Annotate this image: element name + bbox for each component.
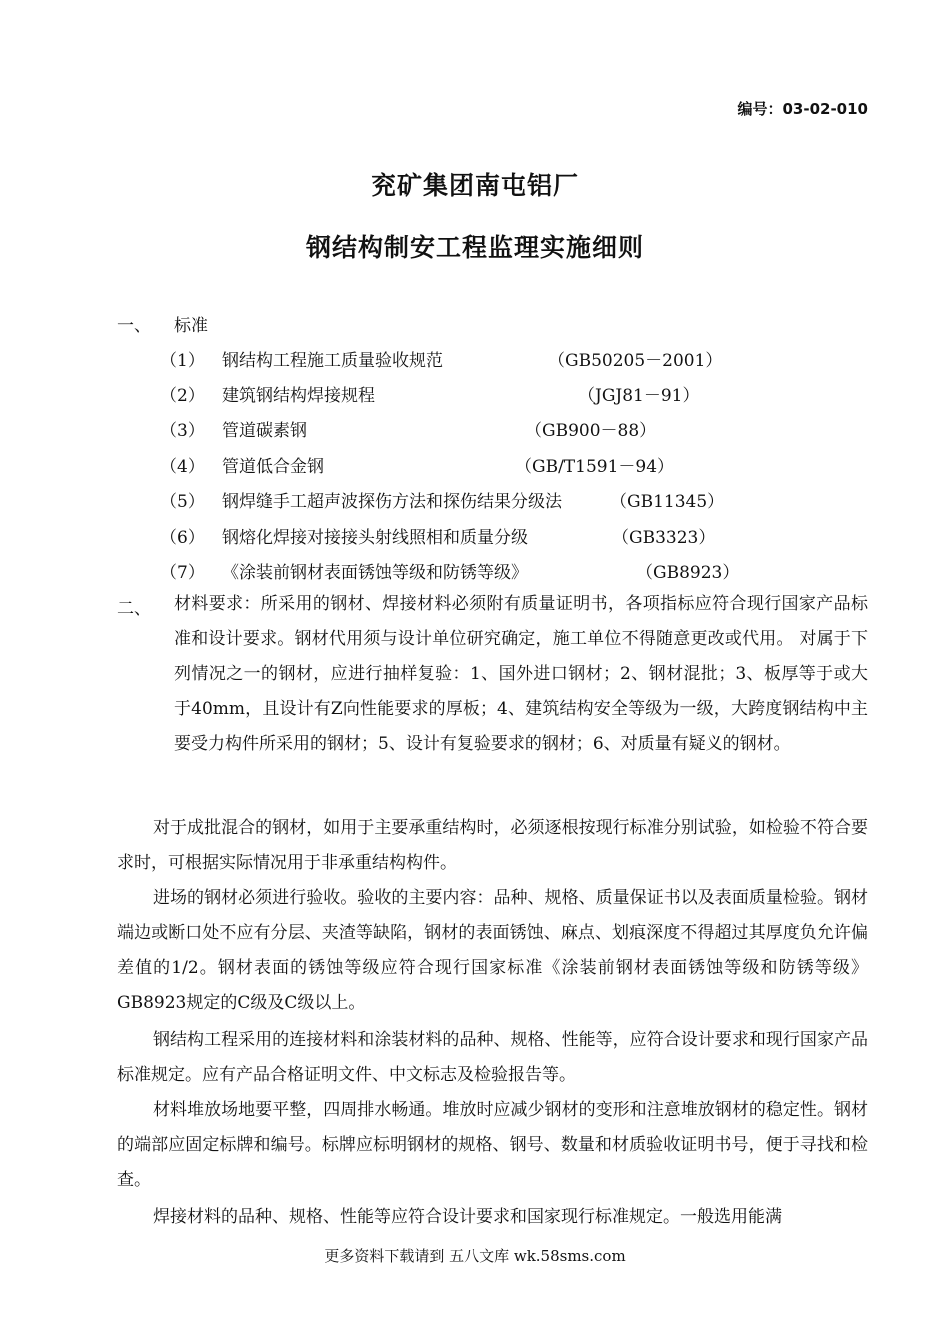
standard-name: 钢熔化焊接对接接头射线照相和质量分级 [222, 528, 528, 548]
standard-no: （4） [160, 457, 205, 477]
standard-item [160, 558, 740, 583]
standard-name: 钢焊缝手工超声波探伤方法和探伤结果分级法 [222, 492, 562, 512]
standard-code: （GB3323） [612, 528, 716, 548]
standard-name: 建筑钢结构焊接规程 [222, 386, 375, 406]
paragraph: 对于成批混合的钢材，如用于主要承重结构时，必须逐根按现行标准分别试验，如检验不符合要求时，可根据实际情况用于非承重结构构件。 [117, 818, 868, 873]
section1-heading [117, 311, 208, 336]
section2-mark: 二、 [117, 599, 151, 619]
standard-code: （GB11345） [610, 492, 725, 512]
standard-name: 钢结构工程施工质量验收规范 [222, 351, 443, 371]
standard-name: 管道碳素钢 [222, 421, 307, 441]
standard-item [160, 381, 700, 406]
doc-number: 编号：03-02-010 [737, 100, 868, 118]
section1-mark: 一、 [117, 316, 151, 336]
standard-code: （GB50205－2001） [548, 351, 723, 371]
document-title: 钢结构制安工程监理实施细则 [305, 233, 644, 262]
section1-title: 标准 [174, 316, 208, 336]
standard-item [160, 416, 657, 441]
standard-no: （2） [160, 386, 205, 406]
company-title: 兖矿集团南屯铝厂 [370, 171, 579, 200]
standard-code: （GB8923） [636, 563, 740, 583]
footer-link[interactable]: 更多资料下载请到 五八文库 wk.58sms.com [324, 1247, 626, 1265]
standard-name: 《涂装前钢材表面锈蚀等级和防锈等级》 [222, 563, 528, 583]
standard-item [160, 346, 723, 371]
paragraph: 材料堆放场地要平整，四周排水畅通。堆放时应减少钢材的变形和注意堆放钢材的稳定性。钢材的端部应固定标牌和编号。标牌应标明钢材的规格、钢号、数量和材质验收证明书号，便于寻找和检查。 [117, 1100, 868, 1190]
standard-no: （1） [160, 351, 205, 371]
standard-no: （5） [160, 492, 205, 512]
standard-code: （GB900－88） [525, 421, 657, 441]
paragraph: 钢结构工程采用的连接材料和涂装材料的品种、规格、性能等，应符合设计要求和现行国家产品标准规定。应有产品合格证明文件、中文标志及检验报告等。 [117, 1030, 868, 1085]
standard-code: （GB/T1591－94） [515, 457, 675, 477]
standard-no: （7） [160, 563, 205, 583]
section2-body: 材料要求：所采用的钢材、焊接材料必须附有质量证明书，各项指标应符合现行国家产品标准和设计要求。钢材代用须与设计单位研究确定，施工单位不得随意更改或代用。 对属于下列情况之一的钢材，应进行抽样复验：1、国外进口钢材；2、钢材混批；3、板厚等于或大于40mm，且设计有Z向性能要求的厚板；4、建筑结构安全等级为一级，大跨度钢结构中主要受力构件所采用的钢材；5、设计有复验要求的钢材；6、对质量有疑义的钢材。 [174, 594, 868, 754]
standard-name: 管道低合金钢 [222, 457, 324, 477]
standard-no: （3） [160, 421, 205, 441]
standard-no: （6） [160, 528, 205, 548]
paragraph: 焊接材料的品种、规格、性能等应符合设计要求和国家现行标准规定。一般选用能满 [153, 1207, 782, 1227]
standard-item [160, 523, 716, 548]
paragraph: 进场的钢材必须进行验收。验收的主要内容：品种、规格、质量保证书以及表面质量检验。钢材端边或断口处不应有分层、夹渣等缺陷，钢材的表面锈蚀、麻点、划痕深度不得超过其厚度负允许偏差值的1/2。钢材表面的锈蚀等级应符合现行国家标准《涂装前钢材表面锈蚀等级和防锈等级》GB8923规定的C级及C级以上。 [117, 888, 868, 1013]
standard-item [160, 487, 725, 512]
standard-code: （JGJ81－91） [578, 386, 700, 406]
standard-item [160, 452, 675, 477]
